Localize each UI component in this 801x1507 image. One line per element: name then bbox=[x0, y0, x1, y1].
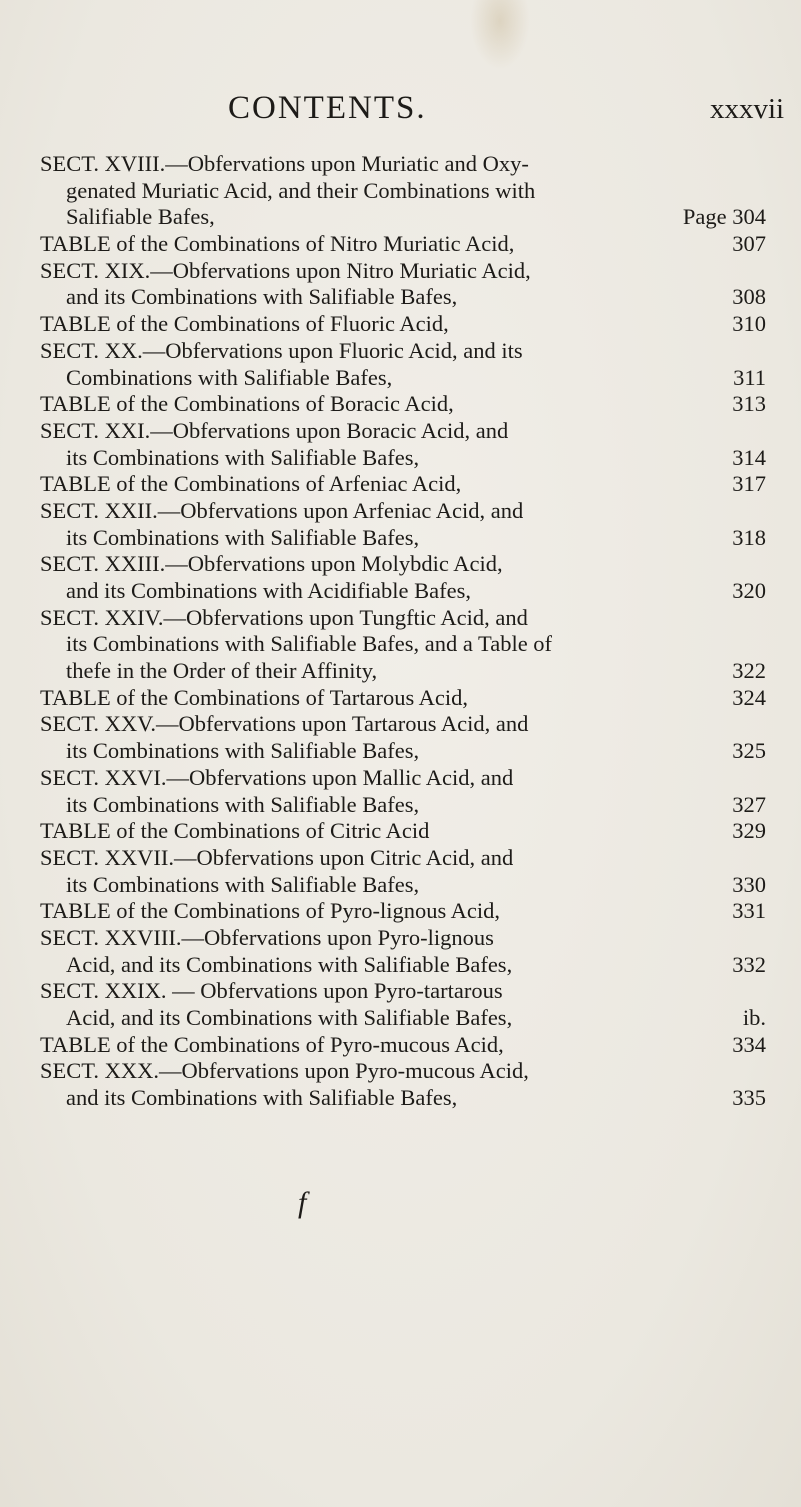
contents-entry-heading bbox=[40, 551, 766, 578]
entry-page-number: 325 bbox=[732, 738, 766, 764]
entry-text: SECT. XIX.—Obfervations upon Nitro Muriatic Acid, bbox=[40, 257, 531, 283]
entry-text: its Combinations with Salifiable Bafes, bbox=[66, 871, 420, 897]
contents-entry-continuation bbox=[40, 631, 766, 658]
contents-entry-continuation bbox=[40, 284, 766, 311]
contents-entry-heading bbox=[40, 311, 766, 338]
contents-entry-continuation bbox=[40, 658, 766, 685]
page-number: xxxvii bbox=[710, 93, 785, 125]
entry-text: SECT. XXX.—Obfervations upon Pyro-mucous Acid, bbox=[40, 1058, 529, 1084]
entry-text: genated Muriatic Acid, and their Combinations with bbox=[66, 177, 536, 203]
entry-page-number: 310 bbox=[732, 311, 766, 337]
entry-text: SECT. XXIV.—Obfervations upon Tungftic Acid, and bbox=[40, 604, 528, 630]
entry-text: TABLE of the Combinations of Fluoric Acid, bbox=[40, 311, 449, 337]
entry-page-number: 327 bbox=[732, 791, 766, 817]
contents-entry-heading bbox=[40, 1032, 766, 1059]
entry-text: Acid, and its Combinations with Salifiable Bafes, bbox=[66, 1005, 513, 1030]
entry-page-number: 331 bbox=[732, 898, 766, 924]
contents-entry-heading bbox=[40, 711, 766, 738]
entry-page-number: 329 bbox=[732, 818, 766, 844]
entry-page-number: 320 bbox=[732, 578, 766, 603]
entry-page-number: Page 304 bbox=[682, 204, 766, 230]
contents-entry-continuation bbox=[40, 578, 766, 605]
entry-page-number: 313 bbox=[732, 391, 766, 417]
entry-text: TABLE of the Combinations of Nitro Muriatic Acid, bbox=[40, 231, 515, 257]
entry-text: TABLE of the Combinations of Boracic Acid, bbox=[40, 391, 454, 417]
contents-entry-heading bbox=[40, 231, 766, 258]
entry-text: TABLE of the Combinations of Tartarous Acid, bbox=[40, 684, 469, 710]
contents-entry-continuation bbox=[40, 365, 766, 392]
entry-text: SECT. XX.—Obfervations upon Fluoric Acid, and its bbox=[40, 337, 523, 363]
entry-text: SECT. XXVIII.—Obfervations upon Pyro-lignous bbox=[40, 924, 494, 950]
contents-entry-heading bbox=[40, 925, 766, 952]
contents-entry-continuation bbox=[40, 872, 766, 899]
contents-entry-heading bbox=[40, 391, 766, 418]
signature-mark: f bbox=[298, 1186, 307, 1219]
contents-entry-heading bbox=[40, 498, 766, 525]
contents-entry-heading bbox=[40, 605, 766, 632]
entry-text: SECT. XXI.—Obfervations upon Boracic Acid, and bbox=[40, 417, 509, 443]
contents-entry-continuation bbox=[40, 1005, 766, 1032]
entry-text: Acid, and its Combinations with Salifiable Bafes, bbox=[66, 951, 513, 977]
entry-text: SECT. XXV.—Obfervations upon Tartarous Acid, and bbox=[40, 711, 529, 737]
contents-entry-continuation bbox=[40, 445, 766, 472]
entry-text: SECT. XXII.—Obfervations upon Arfeniac Acid, and bbox=[40, 497, 524, 523]
contents-entry-heading bbox=[40, 151, 766, 178]
entry-text: and its Combinations with Acidifiable Bafes, bbox=[66, 578, 471, 603]
entry-text: TABLE of the Combinations of Citric Acid bbox=[40, 818, 430, 844]
contents-entry-heading bbox=[40, 845, 766, 872]
entry-text: SECT. XXIII.—Obfervations upon Molybdic Acid, bbox=[40, 551, 503, 577]
entry-page-number: 330 bbox=[732, 871, 766, 897]
entry-text: and its Combinations with Salifiable Bafes, bbox=[66, 1085, 458, 1111]
contents-entry-continuation bbox=[40, 738, 766, 765]
entry-page-number: ib. bbox=[742, 1005, 766, 1030]
entry-page-number: 318 bbox=[732, 524, 766, 550]
entry-page-number: 311 bbox=[733, 364, 766, 390]
entry-text: SECT. XXVI.—Obfervations upon Mallic Acid, and bbox=[40, 764, 514, 790]
entry-text: SECT. XXIX. — Obfervations upon Pyro-tartarous bbox=[40, 978, 503, 1004]
contents-entry-continuation bbox=[40, 204, 766, 231]
entry-page-number: 307 bbox=[732, 231, 766, 257]
entry-text: Salifiable Bafes, bbox=[66, 204, 215, 230]
contents-entry-continuation bbox=[40, 525, 766, 552]
entry-text: TABLE of the Combinations of Pyro-lignous Acid, bbox=[40, 898, 501, 924]
running-header bbox=[0, 90, 801, 130]
entry-text: TABLE of the Combinations of Pyro-mucous Acid, bbox=[40, 1031, 504, 1057]
contents-list bbox=[40, 151, 766, 1112]
entry-page-number: 335 bbox=[732, 1085, 766, 1111]
paper-stain bbox=[470, 0, 530, 70]
contents-entry-heading bbox=[40, 818, 766, 845]
contents-entry-heading bbox=[40, 978, 766, 1005]
entry-text: thefe in the Order of their Affinity, bbox=[66, 658, 378, 684]
contents-entry-continuation bbox=[40, 792, 766, 819]
contents-entry-heading bbox=[40, 685, 766, 712]
entry-page-number: 324 bbox=[732, 684, 766, 710]
entry-page-number: 332 bbox=[732, 951, 766, 977]
contents-entry-continuation bbox=[40, 952, 766, 979]
entry-page-number: 334 bbox=[732, 1031, 766, 1057]
entry-text: its Combinations with Salifiable Bafes, bbox=[66, 738, 420, 764]
entry-page-number: 314 bbox=[732, 444, 766, 470]
entry-text: Combinations with Salifiable Bafes, bbox=[66, 364, 393, 390]
contents-entry-heading bbox=[40, 338, 766, 365]
entry-text: its Combinations with Salifiable Bafes, bbox=[66, 444, 420, 470]
contents-entry-heading bbox=[40, 765, 766, 792]
page-title: CONTENTS. bbox=[228, 90, 427, 126]
entry-text: SECT. XXVII.—Obfervations upon Citric Acid, and bbox=[40, 844, 514, 870]
entry-page-number: 308 bbox=[732, 284, 766, 310]
contents-entry-heading bbox=[40, 471, 766, 498]
entry-text: SECT. XVIII.—Obfervations upon Muriatic and Oxy- bbox=[40, 151, 529, 176]
contents-entry-continuation bbox=[40, 178, 766, 205]
entry-text: its Combinations with Salifiable Bafes, bbox=[66, 524, 420, 550]
contents-entry-heading bbox=[40, 258, 766, 285]
entry-page-number: 322 bbox=[732, 658, 766, 684]
entry-text: and its Combinations with Salifiable Bafes, bbox=[66, 284, 458, 310]
entry-text: TABLE of the Combinations of Arfeniac Acid, bbox=[40, 471, 462, 497]
contents-entry-continuation bbox=[40, 1085, 766, 1112]
entry-page-number: 317 bbox=[732, 471, 766, 497]
contents-entry-heading bbox=[40, 418, 766, 445]
contents-entry-heading bbox=[40, 1058, 766, 1085]
contents-entry-heading bbox=[40, 898, 766, 925]
entry-text: its Combinations with Salifiable Bafes, and a Table of bbox=[66, 631, 553, 657]
entry-text: its Combinations with Salifiable Bafes, bbox=[66, 791, 420, 817]
